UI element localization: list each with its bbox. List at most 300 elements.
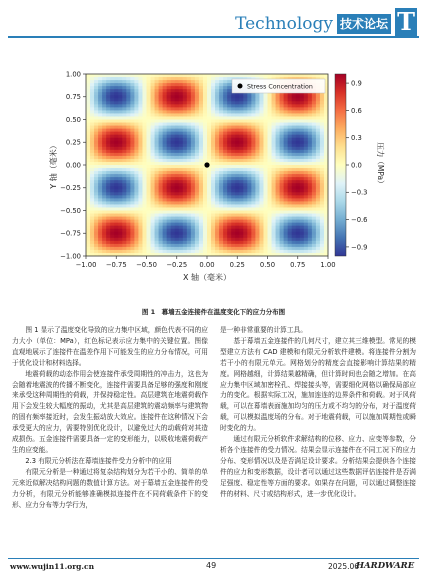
- heatmap-cell: [151, 192, 155, 195]
- heatmap-cell: [122, 165, 126, 168]
- heatmap-cell: [227, 235, 231, 238]
- heatmap-cell: [130, 77, 134, 80]
- heatmap-cell: [296, 141, 300, 144]
- heatmap-cell: [231, 211, 235, 214]
- heatmap-cell: [288, 238, 292, 241]
- heatmap-cell: [102, 129, 106, 132]
- heatmap-cell: [316, 204, 320, 207]
- heatmap-cell: [312, 214, 316, 217]
- heatmap-cell: [272, 189, 276, 192]
- heatmap-cell: [134, 207, 138, 210]
- heatmap-cell: [199, 104, 203, 107]
- heatmap-cell: [243, 174, 247, 177]
- heatmap-cell: [171, 150, 175, 153]
- heatmap-cell: [288, 168, 292, 171]
- heatmap-cell: [235, 207, 239, 210]
- heatmap-cell: [191, 89, 195, 92]
- heatmap-cell: [320, 220, 324, 223]
- heatmap-cell: [187, 201, 191, 204]
- y-tick-label: 0.00: [65, 161, 81, 170]
- heatmap-cell: [138, 250, 142, 253]
- heatmap-cell: [239, 223, 243, 226]
- heatmap-cell: [163, 138, 167, 141]
- heatmap-cell: [98, 101, 102, 104]
- heatmap-cell: [98, 80, 102, 83]
- heatmap-cell: [223, 95, 227, 98]
- heatmap-cell: [211, 201, 215, 204]
- heatmap-cell: [151, 83, 155, 86]
- heatmap-cell: [151, 80, 155, 83]
- heatmap-cell: [122, 107, 126, 110]
- heatmap-cell: [126, 110, 130, 113]
- heatmap-cell: [276, 132, 280, 135]
- heatmap-cell: [276, 195, 280, 198]
- heatmap-cell: [163, 201, 167, 204]
- heatmap-cell: [130, 195, 134, 198]
- heatmap-cell: [219, 147, 223, 150]
- heatmap-cell: [223, 226, 227, 229]
- heatmap-cell: [163, 195, 167, 198]
- heatmap-cell: [263, 244, 267, 247]
- heatmap-cell: [163, 83, 167, 86]
- footer-url: www.wujin11.org.cn: [10, 562, 95, 571]
- heatmap-cell: [106, 80, 110, 83]
- heatmap-cell: [316, 98, 320, 101]
- heatmap-cell: [207, 107, 211, 110]
- heatmap-cell: [142, 110, 146, 113]
- heatmap-cell: [247, 141, 251, 144]
- heatmap-cell: [187, 183, 191, 186]
- heatmap-cell: [171, 241, 175, 244]
- heatmap-cell: [98, 110, 102, 113]
- heatmap-cell: [211, 192, 215, 195]
- heatmap-cell: [300, 126, 304, 129]
- heatmap-cell: [207, 89, 211, 92]
- heatmap-cell: [288, 171, 292, 174]
- heatmap-cell: [126, 174, 130, 177]
- heatmap-cell: [207, 116, 211, 119]
- heatmap-cell: [288, 156, 292, 159]
- heatmap-cell: [171, 162, 175, 165]
- heatmap-cell: [276, 238, 280, 241]
- heatmap-cell: [231, 156, 235, 159]
- heatmap-cell: [251, 192, 255, 195]
- heatmap-cell: [288, 217, 292, 220]
- heatmap-cell: [255, 98, 259, 101]
- heatmap-cell: [235, 141, 239, 144]
- heatmap-cell: [320, 214, 324, 217]
- heatmap-cell: [227, 211, 231, 214]
- heatmap-cell: [102, 244, 106, 247]
- heatmap-cell: [175, 241, 179, 244]
- heatmap-cell: [215, 89, 219, 92]
- heatmap-cell: [280, 101, 284, 104]
- heatmap-cell: [98, 144, 102, 147]
- heatmap-cell: [231, 132, 235, 135]
- heatmap-cell: [203, 214, 207, 217]
- heatmap-cell: [211, 183, 215, 186]
- heatmap-cell: [106, 159, 110, 162]
- heatmap-cell: [134, 189, 138, 192]
- heatmap-cell: [304, 101, 308, 104]
- heatmap-cell: [227, 86, 231, 89]
- heatmap-cell: [187, 180, 191, 183]
- heatmap-cell: [167, 192, 171, 195]
- heatmap-cell: [167, 195, 171, 198]
- heatmap-cell: [106, 223, 110, 226]
- heatmap-cell: [272, 171, 276, 174]
- heatmap-cell: [215, 214, 219, 217]
- heatmap-cell: [86, 235, 90, 238]
- heatmap-cell: [259, 116, 263, 119]
- heatmap-cell: [199, 192, 203, 195]
- heatmap-cell: [130, 98, 134, 101]
- heatmap-cell: [251, 126, 255, 129]
- heatmap-cell: [118, 220, 122, 223]
- heatmap-cell: [227, 101, 231, 104]
- heatmap-cell: [255, 141, 259, 144]
- heatmap-cell: [179, 141, 183, 144]
- heatmap-cell: [138, 186, 142, 189]
- heatmap-cell: [102, 171, 106, 174]
- heatmap-cell: [211, 229, 215, 232]
- heatmap-cell: [219, 201, 223, 204]
- heatmap-cell: [183, 138, 187, 141]
- heatmap-cell: [316, 95, 320, 98]
- heatmap-cell: [288, 141, 292, 144]
- heatmap-cell: [114, 129, 118, 132]
- heatmap-cell: [227, 162, 231, 165]
- heatmap-cell: [292, 156, 296, 159]
- heatmap-cell: [243, 141, 247, 144]
- heatmap-cell: [106, 241, 110, 244]
- heatmap-cell: [276, 107, 280, 110]
- heatmap-cell: [215, 138, 219, 141]
- heatmap-cell: [207, 147, 211, 150]
- heatmap-cell: [284, 223, 288, 226]
- heatmap-cell: [90, 113, 94, 116]
- heatmap-cell: [276, 211, 280, 214]
- heatmap-cell: [179, 217, 183, 220]
- heatmap-cell: [215, 83, 219, 86]
- heatmap-cell: [259, 107, 263, 110]
- heatmap-cell: [98, 104, 102, 107]
- heatmap-cell: [94, 235, 98, 238]
- heatmap-cell: [211, 195, 215, 198]
- heatmap-cell: [179, 120, 183, 123]
- heatmap-cell: [239, 171, 243, 174]
- heatmap-cell: [211, 235, 215, 238]
- heatmap-cell: [163, 141, 167, 144]
- heatmap-cell: [191, 153, 195, 156]
- heatmap-cell: [272, 238, 276, 241]
- heatmap-cell: [288, 226, 292, 229]
- heatmap-cell: [199, 226, 203, 229]
- heatmap-cell: [235, 247, 239, 250]
- heatmap-cell: [191, 250, 195, 253]
- heatmap-cell: [114, 223, 118, 226]
- heatmap-cell: [219, 123, 223, 126]
- heatmap-cell: [86, 238, 90, 241]
- heatmap-cell: [288, 177, 292, 180]
- heatmap-cell: [235, 238, 239, 241]
- heatmap-cell: [122, 144, 126, 147]
- heatmap-cell: [187, 250, 191, 253]
- heatmap-cell: [86, 113, 90, 116]
- heatmap-cell: [114, 204, 118, 207]
- heatmap-cell: [219, 247, 223, 250]
- heatmap-cell: [320, 104, 324, 107]
- heatmap-cell: [219, 89, 223, 92]
- heatmap-cell: [138, 207, 142, 210]
- heatmap-cell: [211, 135, 215, 138]
- heatmap-cell: [134, 101, 138, 104]
- heatmap-cell: [211, 207, 215, 210]
- heatmap-cell: [223, 223, 227, 226]
- heatmap-cell: [316, 235, 320, 238]
- heatmap-cell: [259, 101, 263, 104]
- heatmap-cell: [171, 250, 175, 253]
- heatmap-cell: [207, 144, 211, 147]
- heatmap-cell: [187, 101, 191, 104]
- heatmap-cell: [159, 110, 163, 113]
- heatmap-cell: [134, 214, 138, 217]
- heatmap-cell: [114, 195, 118, 198]
- heatmap-cell: [215, 135, 219, 138]
- heatmap-cell: [114, 201, 118, 204]
- heatmap-cell: [106, 113, 110, 116]
- heatmap-cell: [147, 229, 151, 232]
- heatmap-cell: [268, 171, 272, 174]
- heatmap-cell: [106, 165, 110, 168]
- heatmap-cell: [251, 165, 255, 168]
- heatmap-cell: [159, 244, 163, 247]
- heatmap-cell: [122, 186, 126, 189]
- heatmap-cell: [223, 232, 227, 235]
- heatmap-cell: [308, 110, 312, 113]
- heatmap-cell: [251, 226, 255, 229]
- heatmap-cell: [276, 183, 280, 186]
- heatmap-cell: [263, 156, 267, 159]
- heatmap-cell: [86, 86, 90, 89]
- heatmap-cell: [106, 77, 110, 80]
- heatmap-cell: [243, 241, 247, 244]
- heatmap-cell: [167, 168, 171, 171]
- heatmap-cell: [183, 235, 187, 238]
- heatmap-cell: [219, 162, 223, 165]
- heatmap-cell: [235, 220, 239, 223]
- heatmap-cell: [215, 174, 219, 177]
- heatmap-cell: [304, 104, 308, 107]
- heatmap-cell: [151, 107, 155, 110]
- heatmap-cell: [292, 214, 296, 217]
- heatmap-cell: [86, 229, 90, 232]
- heatmap-cell: [98, 174, 102, 177]
- heatmap-cell: [239, 238, 243, 241]
- heatmap-cell: [110, 86, 114, 89]
- heatmap-cell: [255, 186, 259, 189]
- heatmap-cell: [247, 201, 251, 204]
- heatmap-cell: [98, 132, 102, 135]
- heatmap-cell: [151, 123, 155, 126]
- heatmap-cell: [163, 150, 167, 153]
- heatmap-cell: [239, 241, 243, 244]
- heatmap-cell: [288, 195, 292, 198]
- heatmap-cell: [142, 98, 146, 101]
- heatmap-cell: [296, 144, 300, 147]
- heatmap-cell: [183, 132, 187, 135]
- heatmap-cell: [163, 113, 167, 116]
- heatmap-cell: [175, 120, 179, 123]
- heatmap-cell: [122, 74, 126, 77]
- heatmap-cell: [268, 150, 272, 153]
- heatmap-cell: [219, 92, 223, 95]
- heatmap-cell: [175, 162, 179, 165]
- heatmap-cell: [288, 138, 292, 141]
- heatmap-cell: [199, 180, 203, 183]
- heatmap-cell: [207, 129, 211, 132]
- heatmap-cell: [304, 238, 308, 241]
- heatmap-cell: [284, 201, 288, 204]
- heatmap-cell: [308, 162, 312, 165]
- heatmap-cell: [227, 135, 231, 138]
- heatmap-cell: [126, 123, 130, 126]
- heatmap-cell: [268, 141, 272, 144]
- heatmap-cell: [247, 132, 251, 135]
- heatmap-cell: [215, 80, 219, 83]
- heatmap-cell: [284, 241, 288, 244]
- heatmap-cell: [195, 238, 199, 241]
- heatmap-cell: [163, 180, 167, 183]
- heatmap-cell: [195, 226, 199, 229]
- heatmap-cell: [147, 107, 151, 110]
- heatmap-cell: [199, 95, 203, 98]
- heatmap-cell: [179, 89, 183, 92]
- heatmap-cell: [312, 135, 316, 138]
- heatmap-cell: [243, 229, 247, 232]
- heatmap-cell: [179, 92, 183, 95]
- heatmap-cell: [247, 135, 251, 138]
- heatmap-cell: [312, 144, 316, 147]
- heatmap-cell: [320, 198, 324, 201]
- heatmap-cell: [167, 116, 171, 119]
- heatmap-cell: [138, 217, 142, 220]
- heatmap-cell: [147, 232, 151, 235]
- heatmap-cell: [304, 247, 308, 250]
- heatmap-cell: [219, 168, 223, 171]
- heatmap-cell: [235, 198, 239, 201]
- heatmap-cell: [235, 126, 239, 129]
- heatmap-cell: [203, 220, 207, 223]
- heatmap-cell: [151, 217, 155, 220]
- heatmap-cell: [142, 232, 146, 235]
- heatmap-cell: [223, 98, 227, 101]
- heatmap-cell: [94, 244, 98, 247]
- heatmap-cell: [203, 107, 207, 110]
- heatmap-cell: [235, 135, 239, 138]
- heatmap-cell: [94, 116, 98, 119]
- heatmap-cell: [280, 220, 284, 223]
- heatmap-cell: [263, 168, 267, 171]
- heatmap-cell: [138, 211, 142, 214]
- heatmap-cell: [308, 150, 312, 153]
- heatmap-cell: [276, 141, 280, 144]
- heatmap-cell: [175, 207, 179, 210]
- heatmap-cell: [247, 113, 251, 116]
- heatmap-cell: [122, 80, 126, 83]
- heatmap-cell: [187, 80, 191, 83]
- heatmap-cell: [102, 211, 106, 214]
- heatmap-cell: [320, 159, 324, 162]
- heatmap-cell: [126, 74, 130, 77]
- heatmap-cell: [312, 95, 316, 98]
- heatmap-cell: [118, 180, 122, 183]
- heatmap-cell: [102, 113, 106, 116]
- heatmap-cell: [231, 153, 235, 156]
- heatmap-cell: [203, 223, 207, 226]
- heatmap-cell: [276, 126, 280, 129]
- heatmap-cell: [304, 129, 308, 132]
- heatmap-cell: [292, 241, 296, 244]
- heatmap-cell: [130, 204, 134, 207]
- heatmap-cell: [175, 226, 179, 229]
- heatmap-cell: [171, 120, 175, 123]
- heatmap-cell: [288, 116, 292, 119]
- heatmap-cell: [292, 132, 296, 135]
- heatmap-cell: [308, 132, 312, 135]
- heatmap-cell: [138, 150, 142, 153]
- heatmap-cell: [300, 107, 304, 110]
- heatmap-cell: [203, 232, 207, 235]
- heatmap-cell: [94, 214, 98, 217]
- heatmap-cell: [163, 174, 167, 177]
- heatmap-cell: [304, 116, 308, 119]
- heatmap-cell: [114, 168, 118, 171]
- heatmap-cell: [211, 123, 215, 126]
- y-tick-label: 0.50: [65, 115, 81, 124]
- heatmap-cell: [276, 214, 280, 217]
- heatmap-cell: [300, 156, 304, 159]
- heatmap-cell: [276, 159, 280, 162]
- heatmap-cell: [268, 120, 272, 123]
- heatmap-cell: [86, 220, 90, 223]
- heatmap-cell: [251, 183, 255, 186]
- heatmap-cell: [304, 207, 308, 210]
- heatmap-cell: [203, 229, 207, 232]
- heatmap-cell: [235, 235, 239, 238]
- heatmap-cell: [94, 211, 98, 214]
- heatmap-cell: [187, 207, 191, 210]
- heatmap-cell: [304, 198, 308, 201]
- heatmap-cell: [316, 247, 320, 250]
- heatmap-cell: [308, 144, 312, 147]
- heatmap-cell: [276, 192, 280, 195]
- heatmap-cell: [102, 232, 106, 235]
- heatmap-cell: [231, 241, 235, 244]
- heatmap-cell: [110, 113, 114, 116]
- heatmap-cell: [251, 244, 255, 247]
- heatmap-cell: [203, 195, 207, 198]
- colorbar-label: 压力（MPa）: [376, 142, 385, 188]
- heatmap-cell: [316, 220, 320, 223]
- heatmap-cell: [171, 104, 175, 107]
- heatmap-cell: [163, 214, 167, 217]
- heatmap-cell: [247, 198, 251, 201]
- heatmap-cell: [191, 162, 195, 165]
- heatmap-cell: [219, 174, 223, 177]
- heatmap-cell: [243, 195, 247, 198]
- heatmap-cell: [118, 80, 122, 83]
